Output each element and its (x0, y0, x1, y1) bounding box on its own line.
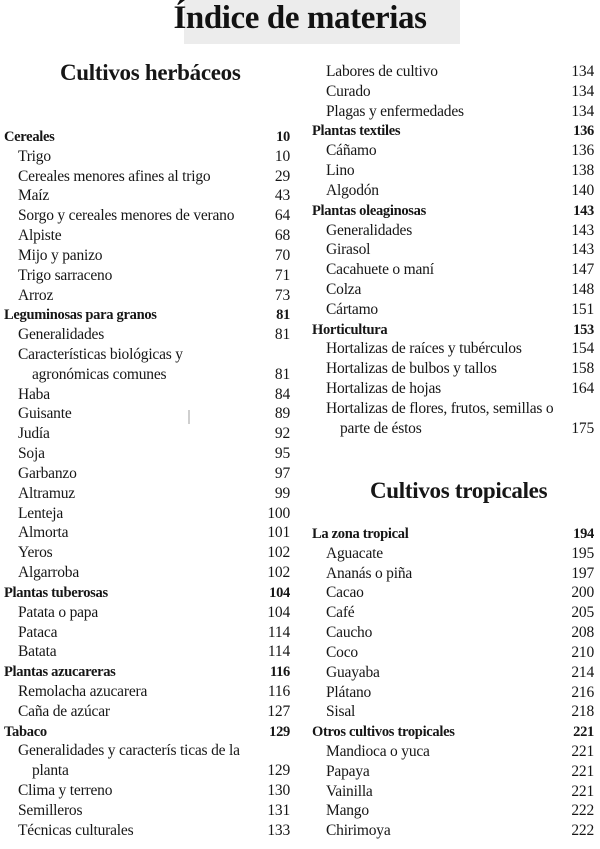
entry-label: Clima y terreno (18, 782, 113, 800)
toc-entry (312, 683, 594, 703)
entry-page-number: 73 (274, 286, 290, 304)
entry-label: Caucho (326, 624, 373, 642)
toc-entry (312, 762, 594, 782)
toc-entry (312, 161, 594, 181)
entry-page-number: 101 (267, 524, 290, 542)
toc-entry (4, 523, 290, 543)
entry-page-number: 200 (571, 584, 594, 602)
toc-entry (4, 781, 290, 801)
entry-page-number: 140 (571, 181, 594, 199)
entry-page-number: 134 (571, 82, 594, 100)
toc-entry (4, 444, 290, 464)
entry-page-number: 10 (274, 147, 290, 165)
entry-label: Guayaba (326, 663, 380, 681)
entry-label: agronómicas comunes (32, 365, 167, 383)
entry-label: Plagas y enfermedades (326, 102, 464, 120)
entry-label: Plantas tuberosas (4, 584, 108, 601)
toc-entry (4, 821, 290, 841)
entry-page-number: 114 (267, 623, 290, 641)
entry-label: Características biológicas y (18, 346, 183, 364)
entry-page-number: 81 (274, 326, 290, 344)
entry-label: Plantas textiles (312, 123, 401, 140)
entry-page-number: 64 (274, 207, 290, 225)
toc-entry (4, 385, 290, 405)
entry-label: Maíz (18, 187, 50, 205)
entry-page-number: 205 (571, 604, 594, 622)
toc-entry (4, 147, 290, 167)
entry-label: Cacahuete o maní (326, 261, 434, 279)
toc-entry (312, 102, 594, 122)
toc-entry (312, 141, 594, 161)
toc-entry (312, 544, 594, 564)
toc-entry (4, 286, 290, 306)
entry-page-number: 222 (571, 802, 594, 820)
entry-page-number: 95 (274, 445, 290, 463)
toc-entry (312, 702, 594, 722)
entry-page-number: 92 (274, 425, 290, 443)
toc-entry (312, 742, 594, 762)
entry-label: Trigo sarraceno (18, 266, 113, 284)
entry-page-number: 216 (571, 683, 594, 701)
toc-entry (4, 623, 290, 643)
toc-entry (312, 260, 594, 280)
entry-page-number: 138 (571, 162, 594, 180)
toc-entry (4, 642, 290, 662)
entry-label: Girasol (326, 241, 371, 259)
entry-page-number: 148 (571, 281, 594, 299)
entry-label: Cereales menores afines al trigo (18, 167, 211, 185)
toc-entry (312, 359, 594, 379)
entry-label: parte de éstos (340, 419, 422, 437)
entry-page-number: 134 (571, 63, 594, 80)
entry-label: Aguacate (326, 544, 383, 562)
entry-page-number: 147 (571, 261, 594, 279)
entry-label: Plátano (326, 683, 372, 701)
entry-page-number: 210 (571, 643, 594, 661)
entry-label: Yeros (18, 544, 53, 562)
entry-label: Caña de azúcar (18, 702, 110, 720)
entry-page-number: 102 (267, 544, 290, 562)
entry-label: Curado (326, 82, 371, 100)
entry-page-number: 133 (267, 821, 290, 839)
entry-page-number: 153 (573, 321, 594, 338)
toc-heading (312, 121, 594, 141)
entry-page-number: 218 (571, 703, 594, 721)
toc-heading (312, 201, 594, 221)
toc-entry (4, 702, 290, 722)
entry-page-number: 84 (274, 385, 290, 403)
entry-label: Hortalizas de flores, frutos, semillas o (326, 399, 554, 417)
entry-page-number: 68 (274, 227, 290, 245)
entry-label: Cereales (4, 129, 55, 145)
toc-entry (4, 167, 290, 187)
toc-entry (4, 404, 290, 424)
entry-label: Sorgo y cereales menores de verano (18, 207, 235, 225)
toc-entry (4, 345, 290, 365)
entry-label: Almorta (18, 524, 69, 542)
toc-entry (312, 339, 594, 359)
entry-page-number: 116 (267, 682, 290, 700)
entry-label: Generalidades (326, 221, 413, 239)
entry-page-number: 194 (573, 526, 594, 542)
entry-page-number: 127 (267, 702, 290, 720)
entry-label: Técnicas culturales (18, 821, 134, 839)
toc-entry (4, 325, 290, 345)
toc-heading (4, 662, 290, 682)
entry-label: Generalidades (18, 326, 105, 344)
entry-page-number: 214 (571, 663, 594, 681)
toc-entry (312, 62, 594, 82)
toc-entry (312, 564, 594, 584)
entry-label: Vainilla (326, 782, 373, 800)
toc-entry (4, 464, 290, 484)
toc-entry (4, 682, 290, 702)
entry-page-number: 116 (269, 664, 290, 681)
entry-label: Lino (326, 162, 355, 180)
entry-label: La zona tropical (312, 526, 409, 542)
entry-label: Labores de cultivo (326, 63, 438, 80)
toc-entry (4, 246, 290, 266)
toc-entry (312, 623, 594, 643)
section-title-cultivos-herbaceos: Cultivos herbáceos (60, 60, 241, 85)
entry-page-number: 81 (274, 365, 290, 383)
entry-label: Mijo y panizo (18, 246, 103, 264)
entry-label: Colza (326, 281, 362, 299)
entry-label: Café (326, 604, 355, 622)
toc-entry (312, 399, 594, 419)
toc-entry (4, 543, 290, 563)
entry-label: Altramuz (18, 484, 75, 502)
entry-label: Garbanzo (18, 464, 77, 482)
toc-entry (4, 741, 290, 761)
entry-page-number: 221 (571, 762, 594, 780)
toc-entry (4, 186, 290, 206)
entry-page-number: 164 (571, 380, 594, 398)
entry-label: Hortalizas de bulbos y tallos (326, 360, 497, 378)
toc-entry (4, 206, 290, 226)
toc-entry (312, 663, 594, 683)
toc-entry (4, 801, 290, 821)
toc-entry (312, 603, 594, 623)
entry-page-number: 102 (267, 564, 290, 582)
entry-page-number: 222 (571, 822, 594, 840)
toc-entry (4, 484, 290, 504)
toc-entry (4, 365, 290, 385)
toc-entry (4, 563, 290, 583)
entry-page-number: 195 (571, 544, 594, 562)
toc-heading (4, 583, 290, 603)
entry-label: Hortalizas de hojas (326, 380, 441, 398)
entry-label: Horticultura (312, 321, 388, 338)
entry-page-number: 99 (274, 484, 290, 502)
toc-heading (4, 722, 290, 742)
toc-heading (312, 722, 594, 742)
entry-page-number: 136 (573, 123, 594, 140)
entry-page-number: 129 (267, 762, 290, 780)
entry-label: Trigo (18, 147, 51, 165)
toc-entry (312, 181, 594, 201)
section-title-cultivos-tropicales: Cultivos tropicales (370, 478, 548, 503)
entry-page-number: 130 (267, 782, 290, 800)
toc-entry (4, 226, 290, 246)
entry-label: Sisal (326, 703, 356, 721)
entry-page-number: 208 (571, 624, 594, 642)
entry-label: Guisante (18, 405, 72, 423)
entry-page-number: 175 (571, 419, 594, 437)
entry-page-number: 10 (276, 129, 290, 145)
toc-entry (312, 300, 594, 320)
toc-heading (312, 320, 594, 340)
entry-label: Generalidades y caracterís ticas de la (18, 742, 240, 760)
entry-label: Haba (18, 385, 50, 403)
entry-label: Algodón (326, 181, 379, 199)
toc-entry (312, 379, 594, 399)
entry-label: Hortalizas de raíces y tubérculos (326, 340, 522, 358)
toc-entry (312, 782, 594, 802)
entry-label: Plantas azucareras (4, 664, 116, 681)
entry-page-number: 154 (571, 340, 594, 358)
entry-page-number: 43 (274, 187, 290, 205)
entry-page-number: 136 (571, 142, 594, 160)
entry-label: Lenteja (18, 504, 64, 522)
toc-entry (312, 82, 594, 102)
toc-entry (4, 266, 290, 286)
entry-label: Algarroba (18, 564, 80, 582)
toc-entry (4, 761, 290, 781)
entry-label: Soja (18, 445, 45, 463)
entry-page-number: 134 (571, 102, 594, 120)
toc-entry (312, 821, 594, 841)
toc-entry (4, 504, 290, 524)
entry-page-number: 29 (274, 167, 290, 185)
toc-entry (4, 424, 290, 444)
entry-page-number: 70 (274, 246, 290, 264)
entry-page-number: 100 (267, 504, 290, 522)
entry-label: Coco (326, 643, 358, 661)
toc-entry (312, 240, 594, 260)
entry-page-number: 97 (274, 464, 290, 482)
entry-label: Tabaco (4, 723, 47, 740)
toc-heading (312, 524, 594, 544)
entry-label: Batata (18, 643, 57, 661)
entry-label: Alpiste (18, 227, 62, 245)
entry-label: Otros cultivos tropicales (312, 724, 455, 741)
entry-label: Papaya (326, 762, 370, 780)
page-title: Índice de materias (173, 0, 427, 36)
entry-label: Cacao (326, 584, 364, 602)
entry-page-number: 129 (269, 723, 290, 740)
entry-page-number: 71 (274, 266, 290, 284)
entry-page-number: 158 (571, 360, 594, 378)
entry-label: Patata o papa (18, 603, 99, 621)
entry-label: Cártamo (326, 300, 378, 318)
entry-label: Cáñamo (326, 142, 377, 160)
toc-entry (312, 583, 594, 603)
entry-page-number: 104 (269, 584, 290, 601)
entry-label: Semilleros (18, 801, 83, 819)
scan-mark (188, 410, 190, 424)
entry-label: Arroz (18, 286, 54, 304)
entry-label: Mango (326, 802, 369, 820)
toc-heading (4, 127, 290, 147)
entry-page-number: 151 (571, 300, 594, 318)
entry-label: Remolacha azucarera (18, 682, 148, 700)
entry-label: planta (32, 762, 69, 780)
toc-entry (312, 419, 594, 439)
entry-page-number: 143 (573, 202, 594, 219)
entry-label: Ananás o piña (326, 564, 413, 582)
entry-label: Pataca (18, 623, 58, 641)
entry-label: Chirimoya (326, 822, 391, 840)
toc-entry (312, 221, 594, 241)
toc-entry (312, 801, 594, 821)
toc-entry (312, 643, 594, 663)
entry-page-number: 114 (267, 643, 290, 661)
entry-page-number: 104 (267, 603, 290, 621)
entry-page-number: 81 (276, 307, 290, 324)
entry-page-number: 131 (267, 801, 290, 819)
entry-page-number: 221 (571, 782, 594, 800)
entry-page-number: 143 (571, 221, 594, 239)
toc-entry (4, 603, 290, 623)
entry-label: Judía (18, 425, 50, 443)
entry-label: Plantas oleaginosas (312, 202, 426, 219)
entry-label: Leguminosas para granos (4, 307, 157, 324)
entry-page-number: 89 (274, 405, 290, 423)
entry-page-number: 221 (571, 743, 594, 761)
toc-heading (4, 305, 290, 325)
entry-page-number: 221 (573, 724, 594, 741)
entry-page-number: 143 (571, 241, 594, 259)
entry-page-number: 197 (571, 564, 594, 582)
entry-label: Mandioca o yuca (326, 743, 430, 761)
toc-entry (312, 280, 594, 300)
